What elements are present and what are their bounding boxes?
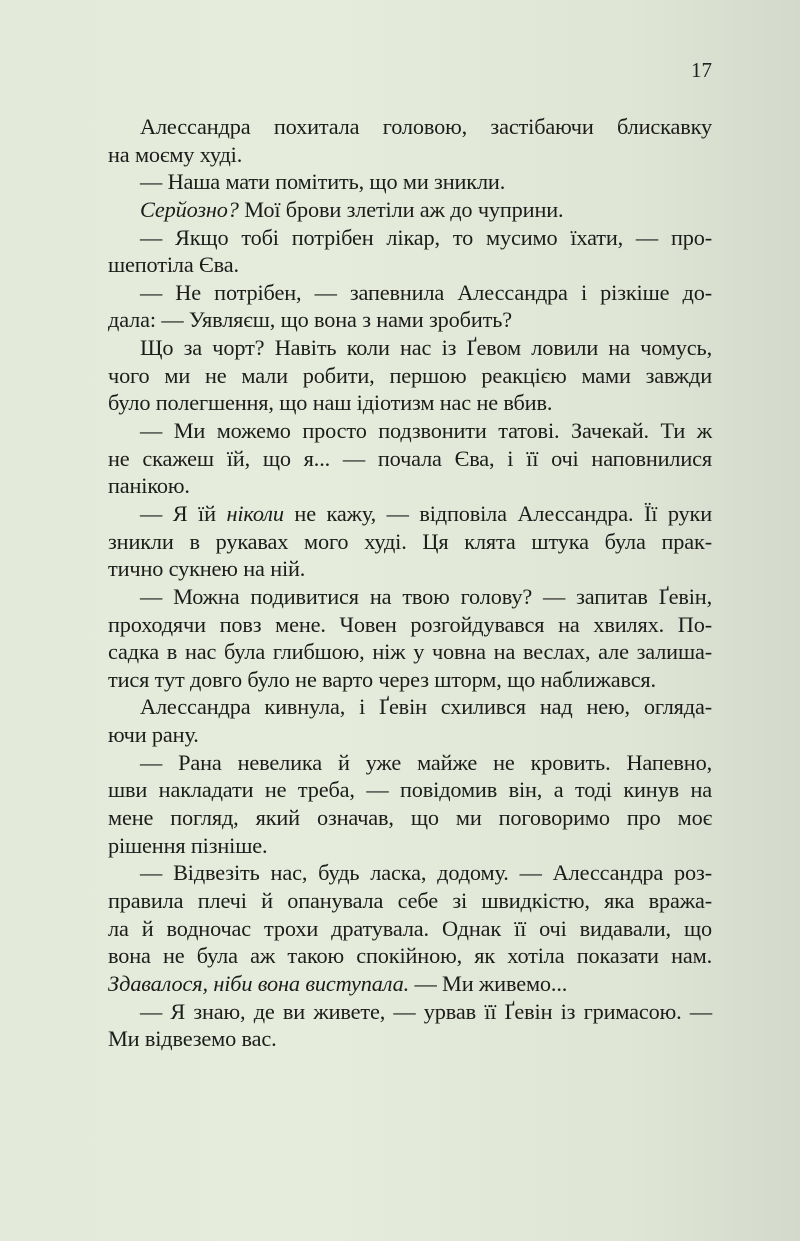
paragraph-first-line [108,279,712,307]
text-line [108,445,712,473]
page-number: 17 [691,58,712,82]
text-line [108,638,712,666]
text-line [108,555,712,583]
text-segment: — Ми живемо... [409,970,568,996]
text-segment: правила плечі й опанувала себе зі швидкістю, яка вража- [108,887,712,913]
text-line [108,251,712,279]
paragraph-first-line [108,196,712,224]
text-line [108,970,712,998]
text-segment: Ми відвеземо вас. [108,1026,277,1052]
body-text [108,113,712,1053]
text-line [108,776,712,804]
text-segment: — Рана невелика й уже майже не кровить. Напевно, [140,749,712,775]
text-segment: панікою. [108,473,190,499]
text-segment: — Відвезіть нас, будь ласка, додому. — Алессандра роз- [140,860,712,886]
text-line [108,611,712,639]
text-segment: ла й водночас трохи дратувала. Однак її очі видавали, що [108,915,712,941]
text-segment: — Можна подивитися на твою голову? — запитав Ґевін, [140,583,712,609]
text-segment: Що за чорт? Навіть коли нас із Ґевом ловили на чомусь, [140,335,712,361]
text-segment: мене погляд, який означав, що ми поговоримо про моє [108,805,712,831]
text-line [108,389,712,417]
text-line [108,915,712,943]
italic-text: Здавалося, ніби вона виступала. [108,970,410,996]
paragraph-first-line [108,859,712,887]
text-segment: — Не потрібен, — запевнила Алессандра і різкіше до- [140,279,712,305]
paragraph-first-line [108,113,712,141]
text-line [108,721,712,749]
text-segment: — Я їй [140,500,227,526]
paragraph-first-line [108,500,712,528]
paragraph-first-line [108,417,712,445]
paragraph-first-line [108,998,712,1026]
text-segment: зникли в рукавах мого худі. Ця клята штука була прак- [108,528,712,554]
paragraph-first-line [108,334,712,362]
italic-text: Серйозно? [140,196,239,222]
text-line [108,528,712,556]
text-segment: шепотіла Єва. [108,252,239,278]
text-segment: шви накладати не треба, — повідомив він, а тоді кинув на [108,777,712,803]
text-segment: вона не була аж такою спокійною, як хотіла показати нам. [108,943,712,969]
text-line [108,141,712,169]
italic-text: ніколи [226,500,284,526]
text-line [108,306,712,334]
text-line [108,472,712,500]
text-segment: — Наша мати помітить, що ми зникли. [140,169,506,195]
text-line [108,804,712,832]
text-line [108,887,712,915]
text-segment: — Ми можемо просто подзвонити татові. Зачекай. Ти ж [140,418,712,444]
text-segment: чого ми не мали робити, першою реакцією мами завжди [108,362,712,388]
text-segment: ючи рану. [108,722,199,748]
text-segment: було полегшення, що наш ідіотизм нас не вбив. [108,390,553,416]
text-segment: тися тут довго було не варто через шторм, що наближався. [108,666,656,692]
text-segment: Алессандра похитала головою, застібаючи блискавку [140,114,712,139]
text-segment: Алессандра кивнула, і Ґевін схилився над нею, огляда- [140,694,712,720]
text-segment: не скажеш їй, що я... — почала Єва, і її очі наповнилися [108,445,712,471]
text-line [108,666,712,694]
text-line [108,1025,712,1053]
text-segment: Мої брови злетіли аж до чуприни. [238,196,564,222]
text-segment: дала: — Уявляєш, що вона з нами зробить? [108,307,512,333]
paragraph-first-line [108,693,712,721]
text-segment: рішення пізніше. [108,832,268,858]
text-line [108,832,712,860]
paragraph-first-line [108,224,712,252]
text-segment: не кажу, — відповіла Алессандра. Її руки [283,500,713,526]
text-segment: — Якщо тобі потрібен лікар, то мусимо їхати, — про- [140,224,712,250]
paragraph-first-line [108,749,712,777]
text-segment: садка в нас була глибшою, ніж у човна на веслах, але залиша- [108,639,712,665]
text-segment: проходячи повз мене. Човен розгойдувався на хвилях. По- [108,611,712,637]
paragraph-first-line [108,168,712,196]
text-segment: на моєму худі. [108,141,243,167]
text-segment: тично сукнею на ній. [108,556,306,582]
text-line [108,942,712,970]
text-segment: — Я знаю, де ви живете, — урвав її Ґевін із гримасою. — [140,998,712,1024]
text-line [108,362,712,390]
paragraph-first-line [108,583,712,611]
